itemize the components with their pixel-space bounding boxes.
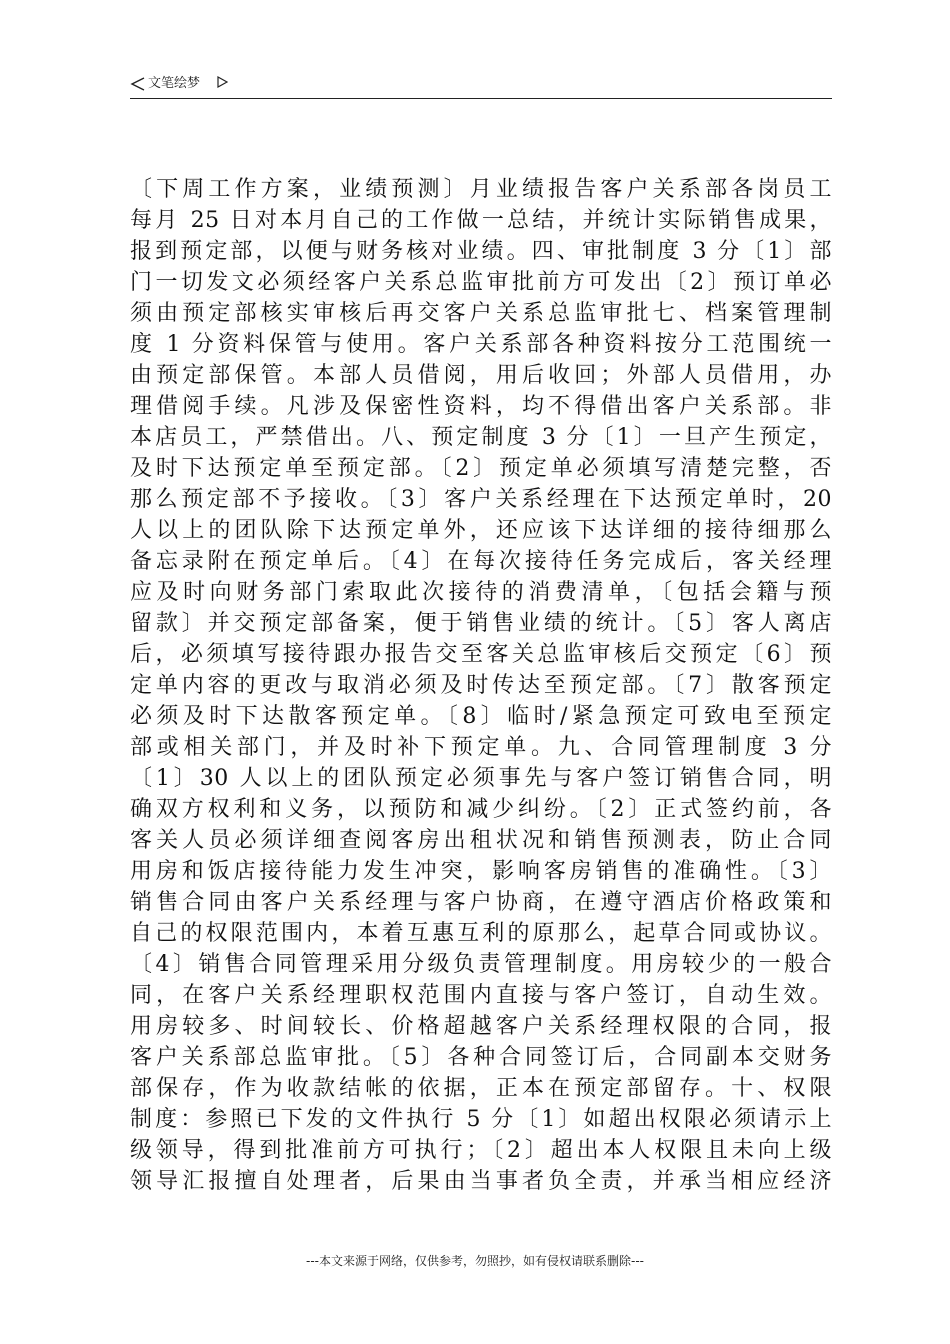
body-line: 度 1 分资料保管与使用。客户关系部各种资料按分工范围统一 <box>130 332 832 357</box>
page-header <box>130 74 832 99</box>
body-line: 部或相关部门，并及时补下预定单。九、合同管理制度 3 分 <box>130 735 832 760</box>
body-line: 客关人员必须详细查阅客房出租状况和销售预测表，防止合同 <box>130 828 832 853</box>
body-line: 必须及时下达散客预定单。〔8〕临时/紧急预定可致电至预定 <box>130 704 832 729</box>
body-line: 销售合同由客户关系经理与客户协商，在遵守酒店价格政策和 <box>130 890 832 915</box>
body-line: 用房较多、时间较长、价格超越客户关系经理权限的合同，报 <box>130 1014 832 1039</box>
body-line: 应及时向财务部门索取此次接待的消费清单，〔包括会籍与预 <box>130 580 832 605</box>
body-line: 及时下达预定单至预定部。〔2〕预定单必须填写清楚完整，否 <box>130 456 832 481</box>
body-line: 级领导，得到批准前方可执行；〔2〕超出本人权限且未向上级 <box>130 1138 832 1163</box>
document-body <box>130 174 832 1197</box>
body-line: 备忘录附在预定单后。〔4〕在每次接待任务完成后，客关经理 <box>130 549 832 574</box>
body-line: 本店员工，严禁借出。八、预定制度 3 分〔1〕一旦产生预定， <box>130 425 832 450</box>
body-line: 自己的权限范围内，本着互惠互利的原那么，起草合同或协议。 <box>130 921 832 946</box>
body-line: 制度：参照已下发的文件执行 5 分〔1〕如超出权限必须请示上 <box>130 1107 832 1132</box>
body-line: 部保存，作为收款结帐的依据，正本在预定部留存。十、权限 <box>130 1076 832 1101</box>
body-line: 确双方权利和义务，以预防和减少纠纷。〔2〕正式签约前，各 <box>130 797 832 822</box>
body-line: 〔4〕销售合同管理采用分级负责管理制度。用房较少的一般合 <box>130 952 832 977</box>
body-line: 须由预定部核实审核后再交客户关系总监审批七、档案管理制 <box>130 301 832 326</box>
body-line: 门一切发文必须经客户关系总监审批前方可发出〔2〕预订单必 <box>130 270 832 295</box>
body-line: 人以上的团队除下达预定单外，还应该下达详细的接待细那么 <box>130 518 832 543</box>
body-line: 报到预定部，以便与财务核对业绩。四、审批制度 3 分〔1〕部 <box>130 239 832 264</box>
body-line: 定单内容的更改与取消必须及时传达至预定部。〔7〕散客预定 <box>130 673 832 698</box>
right-triangle-icon <box>216 76 228 88</box>
body-line: 领导汇报擅自处理者，后果由当事者负全责，并承当相应经济 <box>130 1169 832 1194</box>
body-line: 每月 25 日对本月自己的工作做一总结，并统计实际销售成果， <box>130 208 832 233</box>
body-line: 〔1〕30 人以上的团队预定必须事先与客户签订销售合同，明 <box>130 766 832 791</box>
body-line: 〔下周工作方案，业绩预测〕月业绩报告客户关系部各岗员工 <box>130 177 832 202</box>
body-line: 用房和饭店接待能力发生冲突，影响客房销售的准确性。〔3〕 <box>130 859 832 884</box>
left-triangle-icon <box>130 76 146 92</box>
body-line: 同，在客户关系经理职权范围内直接与客户签订，自动生效。 <box>130 983 832 1008</box>
body-line: 那么预定部不予接收。〔3〕客户关系经理在下达预定单时，20 <box>130 487 832 512</box>
header-brand-text: 文笔绘梦 <box>148 76 201 91</box>
body-line: 理借阅手续。凡涉及保密性资料，均不得借出客户关系部。非 <box>130 394 832 419</box>
body-line: 客户关系部总监审批。〔5〕各种合同签订后，合同副本交财务 <box>130 1045 832 1070</box>
footer-disclaimer: ---本文来源于网络，仅供参考，勿照抄，如有侵权请联系删除--- <box>306 1254 644 1268</box>
body-line: 由预定部保管。本部人员借阅，用后收回；外部人员借用，办 <box>130 363 832 388</box>
body-line: 留款〕并交预定部备案，便于销售业绩的统计。〔5〕客人离店 <box>130 611 832 636</box>
body-line: 后，必须填写接待跟办报告交至客关总监审核后交预定〔6〕预 <box>130 642 832 667</box>
